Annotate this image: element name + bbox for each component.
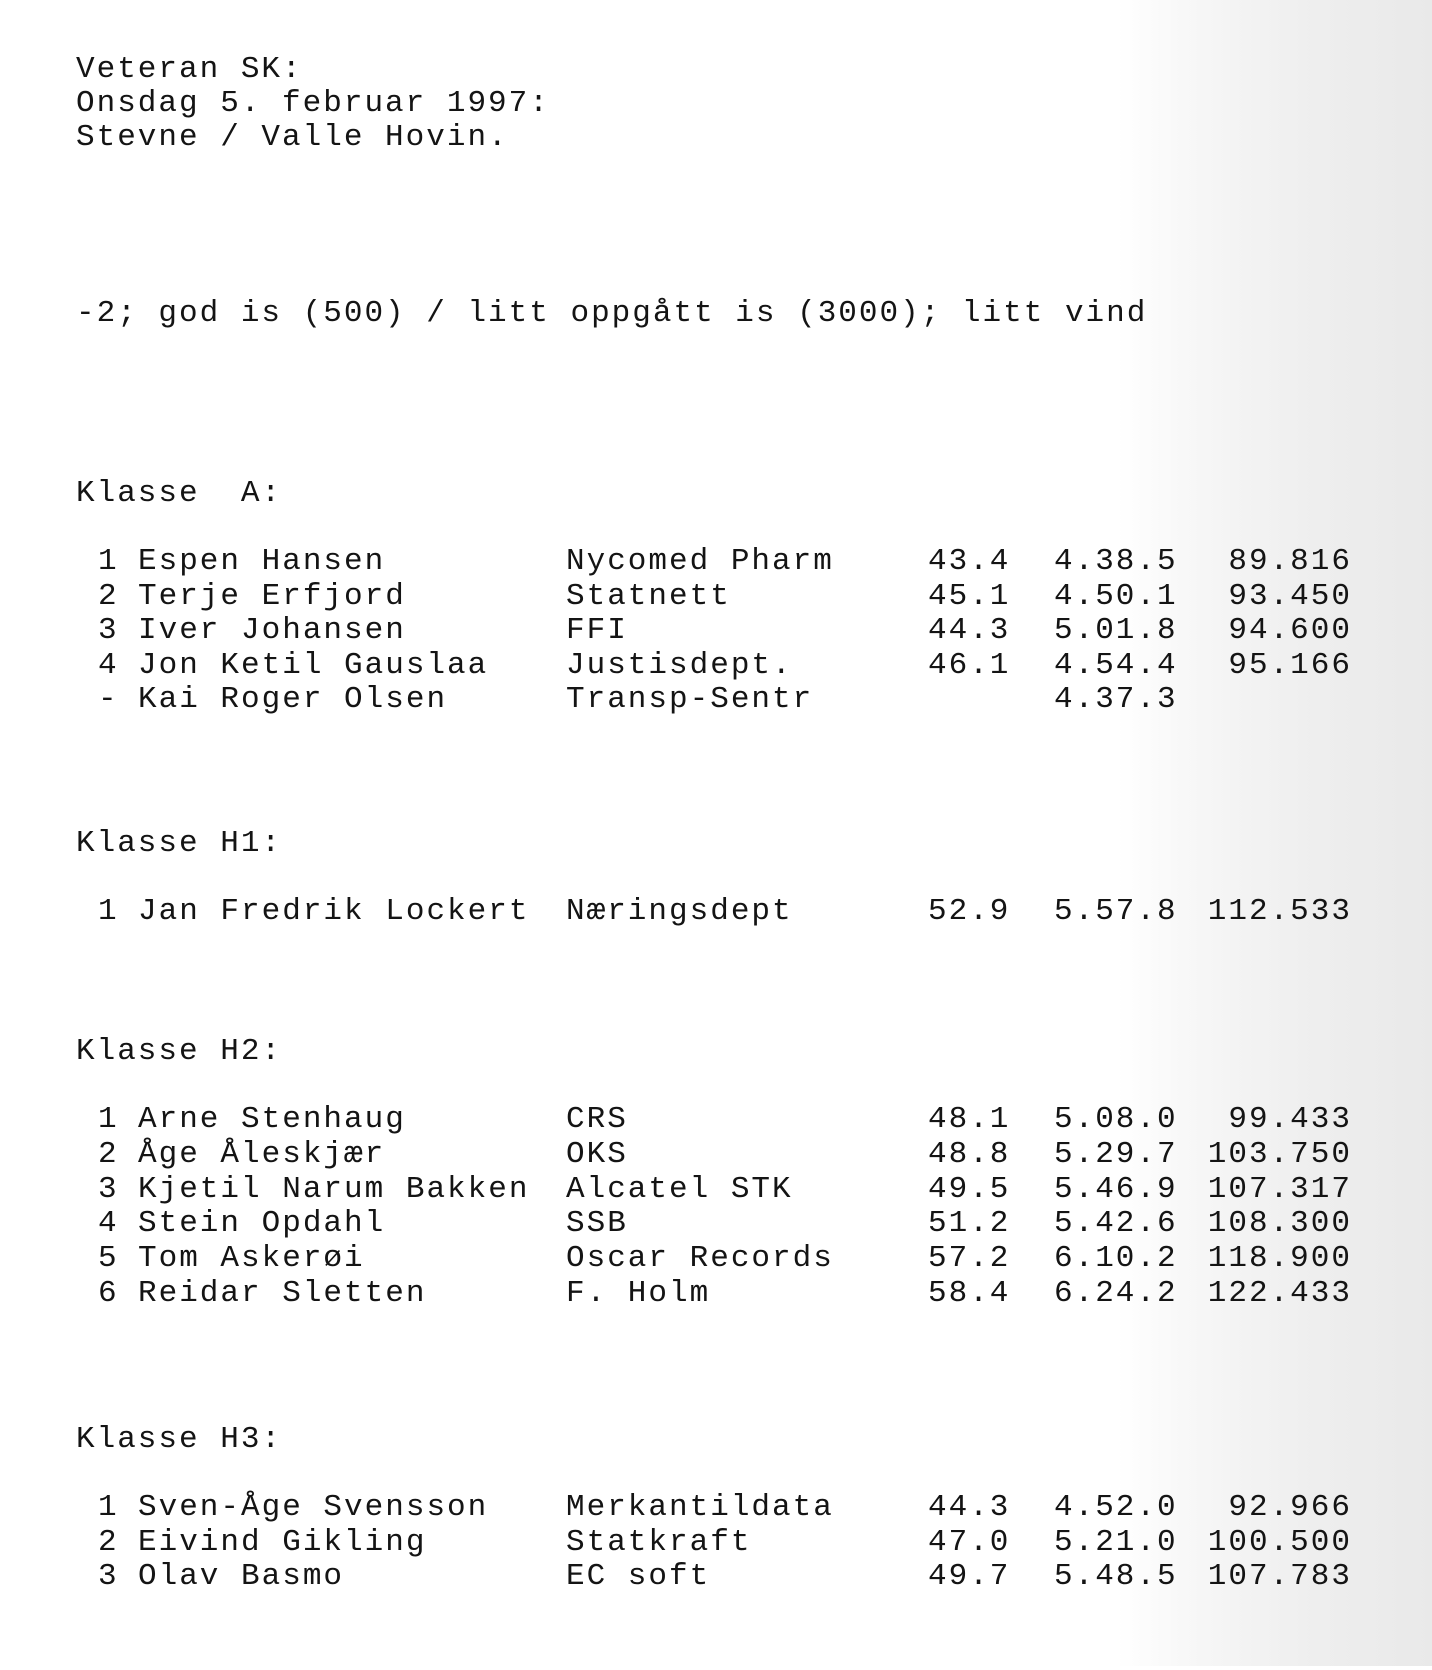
result-club: Merkantildata (566, 1490, 834, 1525)
result-club: Statkraft (566, 1524, 752, 1560)
result-points: 118.900 (1207, 1241, 1352, 1277)
result-rank: 5 (98, 1241, 119, 1277)
result-name: Kai Roger Olsen (138, 682, 448, 717)
bleed-through-texture (990, 110, 1430, 1670)
table-row (0, 647, 1432, 684)
result-points: 122.433 (1207, 1276, 1352, 1311)
table-row (0, 1171, 1432, 1208)
result-name: Jan Fredrik Lockert (138, 894, 530, 929)
table-row (0, 896, 1432, 930)
result-t500: 49.7 (928, 1559, 1011, 1594)
result-t500: 51.2 (928, 1206, 1011, 1242)
result-club: Oscar Records (566, 1241, 834, 1277)
result-t500: 48.1 (928, 1102, 1011, 1137)
result-name: Iver Johansen (138, 613, 406, 648)
class-title-h1: Klasse H1: (76, 826, 283, 861)
result-name: Arne Stenhaug (138, 1102, 406, 1137)
result-points: 100.500 (1207, 1524, 1352, 1560)
result-name: Tom Askerøi (138, 1241, 365, 1277)
result-name: Stein Opdahl (138, 1206, 386, 1242)
result-t3000: 4.38.5 (1054, 544, 1178, 579)
result-rank: 3 (98, 1171, 119, 1207)
result-points: 93.450 (1228, 578, 1352, 614)
result-t3000: 4.37.3 (1054, 682, 1178, 717)
result-name: Sven-Åge Svensson (138, 1490, 489, 1525)
class-title-h3: Klasse H3: (76, 1422, 283, 1457)
result-points: 95.166 (1228, 647, 1352, 683)
table-row (0, 578, 1432, 615)
result-t500: 57.2 (928, 1241, 1011, 1277)
result-name: Åge Åleskjær (138, 1136, 386, 1172)
result-t500: 43.4 (928, 544, 1011, 579)
result-t3000: 5.21.0 (1054, 1524, 1178, 1560)
result-t3000: 4.54.4 (1054, 647, 1178, 683)
result-club: FFI (566, 613, 628, 648)
result-t500: 46.1 (928, 647, 1011, 683)
result-t500: 58.4 (928, 1276, 1011, 1311)
result-name: Jon Ketil Gauslaa (138, 647, 489, 683)
result-rank: 6 (98, 1276, 119, 1311)
table-row (0, 1208, 1432, 1242)
result-name: Espen Hansen (138, 544, 386, 579)
result-rank: 1 (98, 1490, 119, 1525)
table-row (0, 684, 1432, 718)
result-points: 107.317 (1207, 1171, 1352, 1207)
result-t3000: 5.08.0 (1054, 1102, 1178, 1137)
table-row (0, 615, 1432, 649)
result-club: OKS (566, 1136, 628, 1172)
table-row (0, 1278, 1432, 1312)
result-t3000: 5.57.8 (1054, 894, 1178, 929)
result-points: 107.783 (1207, 1559, 1352, 1594)
result-name: Olav Basmo (138, 1559, 345, 1594)
result-club: SSB (566, 1206, 628, 1242)
result-club: Transp-Sentr (566, 682, 814, 717)
header-line-3: Stevne / Valle Hovin. (76, 120, 509, 155)
result-t500: 44.3 (928, 613, 1011, 648)
result-points: 112.533 (1207, 894, 1352, 929)
result-rank: 1 (98, 544, 119, 579)
result-t3000: 4.52.0 (1054, 1490, 1178, 1525)
class-title-a: Klasse A: (76, 476, 283, 511)
table-row (0, 1136, 1432, 1173)
table-row (0, 1561, 1432, 1595)
result-club: F. Holm (566, 1276, 711, 1311)
table-row (0, 1104, 1432, 1138)
header-line-1: Veteran SK: (76, 52, 303, 87)
result-t3000: 5.46.9 (1054, 1171, 1178, 1207)
result-rank: 1 (98, 894, 119, 929)
table-row (0, 1524, 1432, 1561)
result-t3000: 6.24.2 (1054, 1276, 1178, 1311)
result-club: EC soft (566, 1559, 711, 1594)
result-rank: 2 (98, 1136, 119, 1172)
result-t500: 49.5 (928, 1171, 1011, 1207)
result-points: 103.750 (1207, 1136, 1352, 1172)
result-rank: - (98, 682, 119, 717)
class-title-h2: Klasse H2: (76, 1034, 283, 1069)
result-t3000: 6.10.2 (1054, 1241, 1178, 1277)
result-points: 94.600 (1228, 613, 1352, 648)
header-line-2: Onsdag 5. februar 1997: (76, 86, 550, 121)
result-t500: 52.9 (928, 894, 1011, 929)
result-name: Reidar Sletten (138, 1276, 427, 1311)
result-rank: 3 (98, 1559, 119, 1594)
result-t500: 47.0 (928, 1524, 1011, 1560)
result-rank: 2 (98, 578, 119, 614)
result-t500: 48.8 (928, 1136, 1011, 1172)
result-t500: 45.1 (928, 578, 1011, 614)
result-rank: 3 (98, 613, 119, 648)
result-name: Terje Erfjord (138, 578, 406, 614)
result-name: Eivind Gikling (138, 1524, 427, 1560)
table-row (0, 1243, 1432, 1277)
result-club: CRS (566, 1102, 628, 1137)
table-row (0, 1492, 1432, 1526)
result-t3000: 5.42.6 (1054, 1206, 1178, 1242)
result-t3000: 5.48.5 (1054, 1559, 1178, 1594)
result-club: Nycomed Pharm (566, 544, 834, 579)
table-row (0, 546, 1432, 580)
result-club: Næringsdept (566, 894, 793, 929)
result-club: Statnett (566, 578, 731, 614)
result-name: Kjetil Narum Bakken (138, 1171, 530, 1207)
result-points: 99.433 (1228, 1102, 1352, 1137)
result-t3000: 5.01.8 (1054, 613, 1178, 648)
result-points: 89.816 (1228, 544, 1352, 579)
result-club: Alcatel STK (566, 1171, 793, 1207)
result-t3000: 5.29.7 (1054, 1136, 1178, 1172)
result-club: Justisdept. (566, 647, 793, 683)
result-rank: 1 (98, 1102, 119, 1137)
result-t500: 44.3 (928, 1490, 1011, 1525)
result-points: 108.300 (1207, 1206, 1352, 1242)
result-points: 92.966 (1228, 1490, 1352, 1525)
result-rank: 4 (98, 647, 119, 683)
result-t3000: 4.50.1 (1054, 578, 1178, 614)
conditions-note: -2; god is (500) / litt oppgått is (3000); litt vind (76, 296, 1148, 331)
result-rank: 2 (98, 1524, 119, 1560)
result-rank: 4 (98, 1206, 119, 1242)
